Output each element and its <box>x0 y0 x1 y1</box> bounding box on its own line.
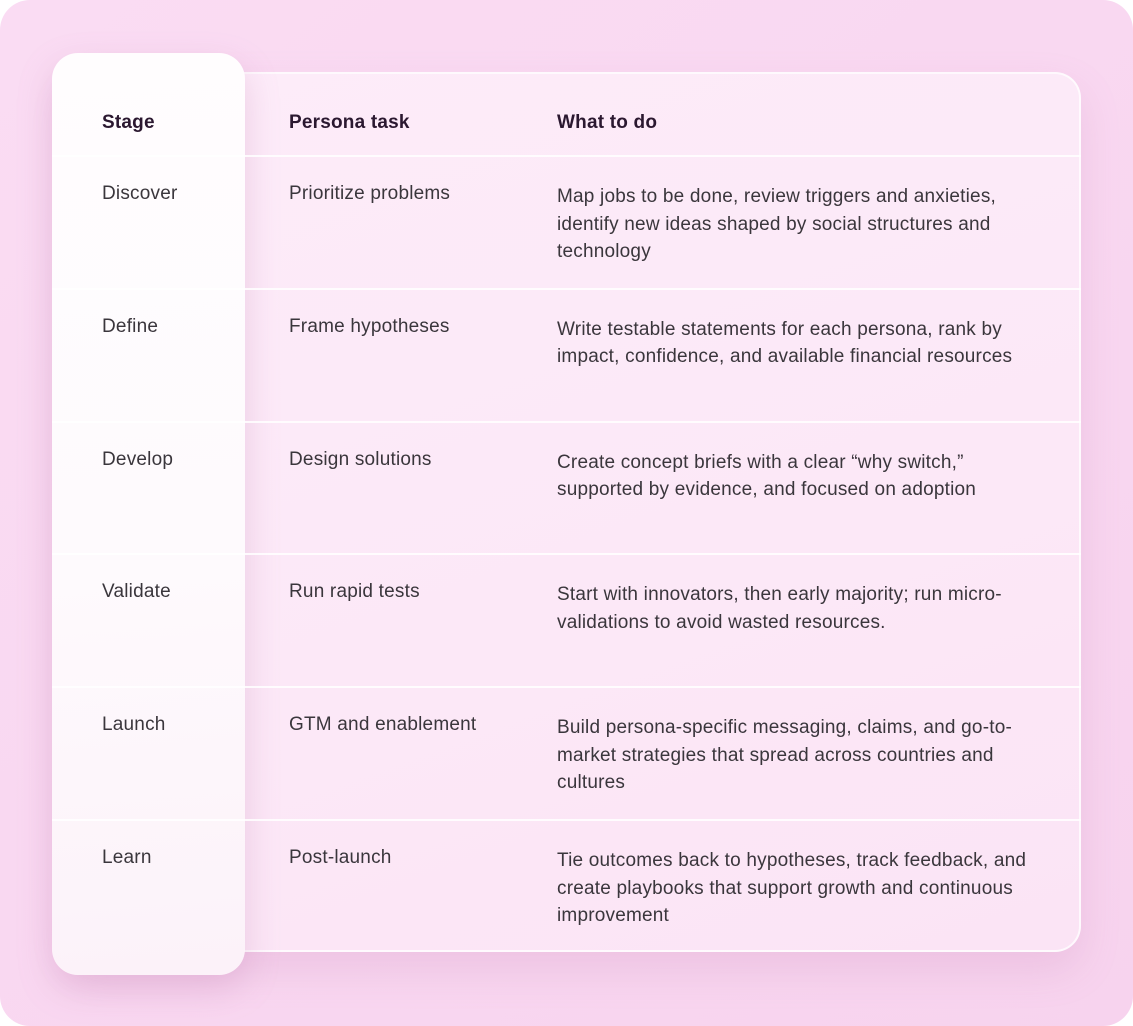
column-header-label: Persona task <box>289 111 410 133</box>
action-text: Build persona-specific messaging, claims, and go-to-market strategies that spread across countries and cultures <box>557 717 1012 794</box>
column-header-label: What to do <box>557 111 658 133</box>
table-header-row <box>52 72 1081 155</box>
action-cell <box>557 157 1081 288</box>
action-text: Create concept briefs with a clear “why switch,” supported by evidence, and focused on adoption <box>557 451 977 501</box>
task-cell <box>245 688 557 819</box>
task-cell <box>245 157 557 288</box>
task-label: GTM and enablement <box>289 714 477 736</box>
task-label: Prioritize problems <box>289 183 451 204</box>
table-row-launch <box>52 686 1081 819</box>
stage-label: Define <box>102 315 159 337</box>
stage-label: Learn <box>102 847 152 869</box>
task-label: Design solutions <box>289 448 432 470</box>
action-cell <box>557 821 1081 952</box>
stage-cell <box>52 821 245 952</box>
task-cell <box>245 290 557 421</box>
column-header-persona-task <box>245 72 557 155</box>
action-cell <box>557 555 1081 686</box>
stage-cell <box>52 290 245 421</box>
column-header-what-to-do <box>557 72 1081 155</box>
persona-stage-table <box>52 72 1081 952</box>
column-header-stage <box>52 72 245 155</box>
action-cell <box>557 688 1081 819</box>
column-header-label: Stage <box>102 111 155 133</box>
action-cell <box>557 290 1081 421</box>
action-cell <box>557 423 1081 554</box>
table-row-learn <box>52 819 1081 952</box>
stage-cell <box>52 423 245 554</box>
stage-cell <box>52 157 245 288</box>
action-text: Map jobs to be done, review triggers and anxieties, identify new ideas shaped by social structures and technology <box>557 186 996 262</box>
task-label: Frame hypotheses <box>289 315 450 337</box>
action-text: Write testable statements for each persona, rank by impact, confidence, and available financial resources <box>557 318 1013 368</box>
task-cell <box>245 423 557 554</box>
task-cell <box>245 555 557 686</box>
action-text: Start with innovators, then early majority; run micro-validations to avoid wasted resources. <box>557 584 1002 633</box>
task-cell <box>245 821 557 952</box>
stage-label: Launch <box>102 714 166 736</box>
table-row-define <box>52 288 1081 421</box>
stage-label: Develop <box>102 448 174 470</box>
task-label: Run rapid tests <box>289 581 420 603</box>
action-text: Tie outcomes back to hypotheses, track feedback, and create playbooks that support growth and continuous improvement <box>557 850 1027 927</box>
stage-label: Validate <box>102 581 171 603</box>
task-label: Post-launch <box>289 847 392 869</box>
table-row-develop <box>52 421 1081 554</box>
stage-label: Discover <box>102 183 178 204</box>
stage-cell <box>52 688 245 819</box>
table-row-discover <box>52 155 1081 288</box>
table-row-validate <box>52 553 1081 686</box>
stage-cell <box>52 555 245 686</box>
